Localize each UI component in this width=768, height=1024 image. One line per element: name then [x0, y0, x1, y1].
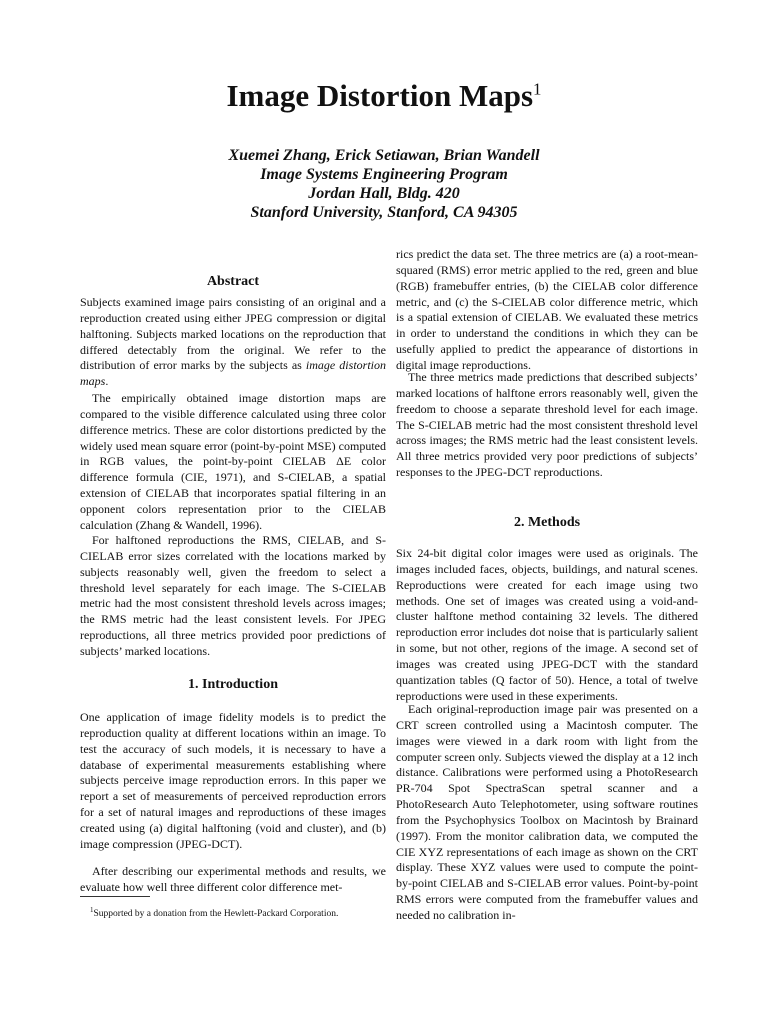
metrics-paragraph-1: rics predict the data set. The three metrics are (a) a root-mean-squared (RMS) error metric applied to the red, green and blue (RGB) framebuffer entries, (b) the CIELAB color difference metric, and (c) the S-CIELAB color difference metric, which is a spatial extension of CIELAB. We evaluated these metrics in order to understand the conditions in which they can be usefully applied to predict the appearance of distortions in digital image reproductions.	[396, 247, 698, 372]
methods-paragraph-1: Six 24-bit digital color images were used as originals. The images included faces, objects, buildings, and natural scenes. Reproductions were created for each image using two methods. One set of images was created using a void-and-cluster halftone method containing 32 levels. The dithered reproduction error includes dot noise that is particularly salient in some, but not other, regions of the image. A second set of images was created using JPEG-DCT with the standard quantization tables (Q factor of 50). Hence, a total of twelve reproductions were used in these experiments.	[396, 546, 698, 703]
title-footnote-mark: 1	[533, 79, 542, 99]
introduction-paragraph-2: After describing our experimental methods and results, we evaluate how well three different color difference met-	[80, 864, 386, 894]
title-text: Image Distortion Maps	[226, 78, 534, 113]
footnote-mark: 1	[90, 906, 94, 914]
introduction-paragraph-1: One application of image fidelity models is to predict the reproduction quality at different locations within an image. To test the accuracy of such models, it is necessary to have a database of experimental measurements establishing where subjects perceive image reproduction errors. In this paper we report a set of measurements of perceived reproduction errors for a set of natural images and reproductions of these images created using (a) digital halftoning (void and cluster), and (b) image compression (JPEG-DCT).	[80, 710, 386, 851]
methods-paragraph-2: Each original-reproduction image pair was presented on a CRT screen controlled using a Macintosh computer. The images were viewed in a dark room with light from the computer screen only. Subjects viewed the display at a 12 inch distance. Calibrations were performed using a PhotoResearch PR-704 Spot SpectraScan spetral scanner and a PhotoResearch Auto Telephotometer, using software routines from the Psychophysics Toolbox on Macintosh by Brainard (1997). From the monitor calibration data, we computed the CIE XYZ representations of each image as shown on the CRT display. These XYZ values were used to compute the point-by-point CIELAB and S-CIELAB error values. Point-by-point RMS errors were computed from the framebuffer values and needed no calibration in-	[396, 702, 698, 922]
abstract-p1-text: Subjects examined image pairs consisting of an original and a reproduction created using either JPEG compression or digital halftoning. Subjects marked locations on the reproduction that differed detectably from the original. We refer to the distribution of error marks by the subjects as	[80, 295, 386, 373]
affiliation-program: Image Systems Engineering Program	[260, 166, 508, 183]
affiliation-university: Stanford University, Stanford, CA 94305	[250, 204, 518, 221]
abstract-p1-emphasis: image distortion maps	[80, 358, 386, 389]
abstract-paragraph-1	[80, 295, 386, 390]
metrics-paragraph-2: The three metrics made predictions that described subjects’ marked locations of halftone errors reasonably well, given the freedom to choose a separate threshold level for each image. The S-CIELAB metric had the most consistent threshold level across images; the RMS metric had the least consistent levels. All three metrics provided very poor predictions of subjects’ responses to the JPEG-DCT reproductions.	[396, 370, 698, 480]
introduction-heading: 1. Introduction	[188, 677, 278, 692]
affiliation-building: Jordan Hall, Bldg. 420	[308, 185, 460, 202]
abstract-p1-end: .	[105, 374, 109, 389]
abstract-paragraph-3: For halftoned reproductions the RMS, CIELAB, and S-CIELAB error sizes correlated with the locations marked by subjects reasonably well, given the freedom to select a threshold level separately for each image. The S-CIELAB metric had the most consistent threshold levels across images; the RMS metric had the least consistent levels. For JPEG reproductions, all three metrics provided poor predictions of subjects’ marked locations.	[80, 533, 386, 658]
author-block	[0, 146, 768, 222]
footnote	[90, 904, 338, 920]
abstract-heading: Abstract	[206, 274, 260, 289]
author-names: Xuemei Zhang, Erick Setiawan, Brian Wandell	[228, 147, 540, 164]
methods-heading: 2. Methods	[513, 515, 581, 530]
paper-title	[0, 76, 768, 116]
footnote-text: Supported by a donation from the Hewlett-Packard Corporation.	[93, 909, 339, 920]
abstract-paragraph-2: The empirically obtained image distortion maps are compared to the visible difference calculated using three color difference metrics. These are color distortions predicted by the widely used mean square error (point-by-point MSE) computed in RGB values, the point-by-point CIELAB ΔE color difference formula (CIE, 1971), and S-CIELAB, a spatial extension of CIELAB that incorporates spatial filtering in an opponent colors representation prior to the CIELAB calculation (Zhang & Wandell, 1996).	[80, 391, 386, 532]
footnote-divider	[80, 896, 150, 897]
